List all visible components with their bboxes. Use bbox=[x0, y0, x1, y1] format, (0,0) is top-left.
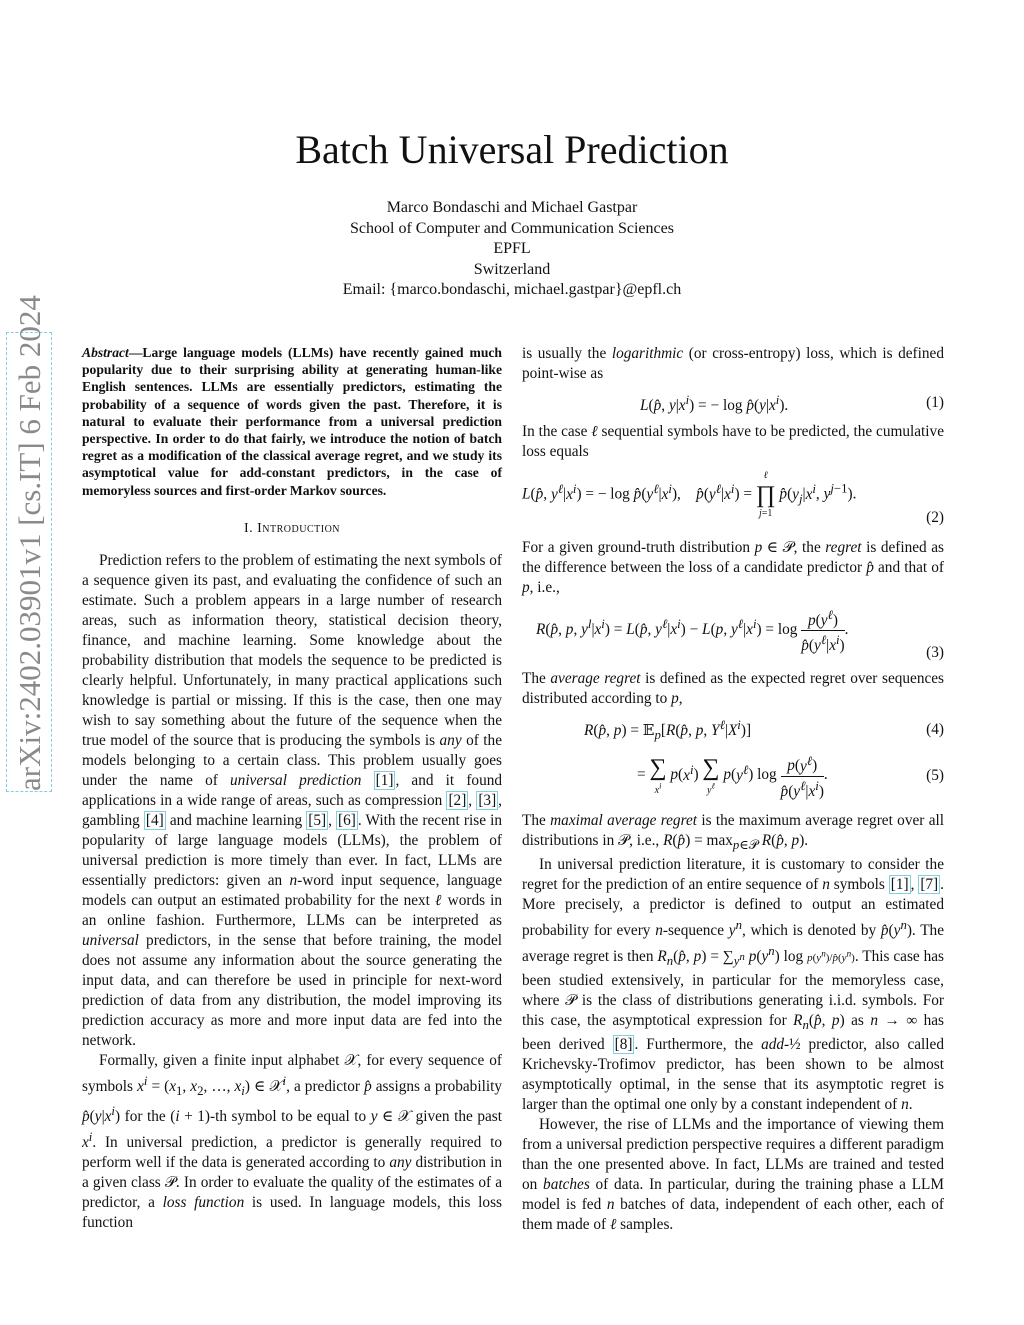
citation-link[interactable]: [3] bbox=[478, 791, 497, 809]
body-paragraph: The average regret is defined as the expected regret over sequences distributed according to p, bbox=[522, 670, 945, 708]
paper-title: Batch Universal Prediction bbox=[295, 127, 729, 172]
citation-link[interactable]: [6] bbox=[338, 811, 356, 829]
citation-link[interactable]: [5] bbox=[308, 811, 327, 829]
body-paragraph: In the case ℓ sequential symbols have to be predicted, the cumulative loss equals bbox=[522, 423, 944, 461]
author-block bbox=[0, 198, 1024, 301]
citation-link[interactable]: [8] bbox=[614, 1035, 633, 1053]
intro-paragraph-2: Formally, given a finite input alphabet 𝒳, for every sequence of symbols $x^i = (x_1$, $x_2$, …, $x_i$) ∈ 𝒳$^i$, a predictor p̂ assigns a probability $p̂(y|x^i)$ for the (i + 1)-th symbol to be equal to y ∈ 𝒳 given the past $x^i$. In universal prediction, a predictor is generally required to perform well if the data is generated according to any distribution in a given class 𝒫. In order to evaluate the quality of the estimates of a predictor, a loss function is used. In language models, this loss function bbox=[82, 1051, 502, 1232]
body-paragraph: The maximal average regret is the maximum average regret over all distributions in 𝒫, i.e., R(p̂) = $\max_{p\in 𝒫}$ R(p̂, p). bbox=[522, 811, 944, 852]
citation-link[interactable]: [1] bbox=[375, 771, 394, 789]
right-column bbox=[522, 344, 944, 1235]
email: Email: {marco.bondaschi, michael.gastpar}@epfl.ch bbox=[342, 281, 682, 298]
equation-1: L(p̂, $y|x^i$) = − $\log p̂(y|x^i)$. (1) bbox=[640, 393, 944, 415]
citation-link[interactable]: [1] bbox=[890, 875, 909, 893]
body-paragraph: However, the rise of LLMs and the importance of viewing them from a universal prediction perspective requires a different paradigm than the one presented above. In fact, LLMs are trained and tested on batches of data. In particular, during the training phase a LLM model is fed n batches of data, independent of each other, each of them made of ℓ samples. bbox=[522, 1115, 944, 1233]
equation-3: R(p̂, p, $y^l|x^i$) = L(p̂, $y^\ell|x^i) - L(p$, $y^\ell|x^i) = \log$ $\frac{p(y^\ell)}{p̂(y^\ell|x^i)}$ . (3) bbox=[536, 608, 944, 662]
equation-5: = ∑ $x^i$ $p(x^i)$ ∑ $y^\ell$ $p(y^\ell)$ log $\frac{p(y^\ell)}{p̂(y^\ell|x^i)}$ . (5) bbox=[637, 753, 944, 800]
equation-number: (3) bbox=[926, 644, 944, 662]
section-title: Introduction bbox=[257, 520, 341, 536]
body-paragraph: For a given ground-truth distribution p ∈ 𝒫, the regret is defined as the difference between the loss of a candidate predictor p̂ and that of p, i.e., bbox=[522, 539, 944, 597]
intro-paragraph-1: Prediction refers to the problem of estimating the next symbols of a sequence given its past, and evaluating the confidence of such an estimate. Such a problem appears in a large number of research areas, such as information theory, statistical decision theory, finance, and machine learning. Some knowledge about the probability distribution that models the sequence to be predicted is clearly helpful. Unfortunately, in many practical applications such knowledge is partial or missing. If this is the case, then one may wish to say something about the future of the sequence when the true model of the source that is producing the symbols is any of the models belonging to a certain class. This problem usually goes under the name of universal prediction [1] , and it found applications in a wide range of areas, such as compression [2] , [3] , gambling [4] and machine learning [5] , [6] . With the recent rise in popularity of large language models (LLMs), the problem of universal prediction is more timely than ever. In fact, LLMs are essentially predictors: given an n-word input sequence, language models can output an estimated probability for the next ℓ words in an online fashion. Furthermore, LLMs can be interpreted as universal predictors, in the sense that before training, the model does not assume any information about the source generating the input data, and can therefore be used in principle for next-word prediction of data from any distribution, the model improving its prediction accuracy as more and more input data are fed into the network. bbox=[82, 551, 503, 1049]
abstract-label: Abstract bbox=[82, 345, 129, 360]
abstract-text: —Large language models (LLMs) have recently gained much popularity due to their surprising ability at generating human-like English sentences. LLMs are essentially predictors, estimating the probability of a sequence of words given the past. Therefore, it is natural to evaluate their performance from a universal prediction perspective. In order to do that fairly, we introduce the notion of batch regret as a modification of the classical average regret, and we study its asymptotical value for add-constant predictors, in the case of memoryless sources and first-order Markov sources. bbox=[82, 345, 502, 498]
citation-link[interactable]: [7] bbox=[920, 875, 939, 893]
equation-number: (5) bbox=[926, 767, 944, 785]
equation-number: (1) bbox=[926, 394, 944, 412]
equation-number: (2) bbox=[926, 509, 944, 527]
institution: EPFL bbox=[493, 240, 531, 257]
arxiv-stamp[interactable]: arXiv:2402.03901v1 [cs.IT] 6 Feb 2024 bbox=[6, 332, 52, 792]
left-column bbox=[82, 344, 502, 1233]
citation-link[interactable]: [2] bbox=[448, 791, 467, 809]
section-number: I. bbox=[243, 520, 258, 536]
equation-number: (4) bbox=[926, 721, 944, 739]
affiliation: School of Computer and Communication Sciences bbox=[350, 219, 674, 237]
citation-link[interactable]: [4] bbox=[145, 811, 164, 829]
section-heading bbox=[82, 519, 502, 539]
abstract bbox=[82, 344, 502, 499]
body-paragraph: is usually the logarithmic (or cross-entropy) loss, which is defined point-wise as bbox=[522, 345, 944, 382]
equation-4: R(p̂, p) = 𝔼$_p$[R(p̂, p, $Y^\ell|X^i$)] (4) bbox=[584, 718, 944, 743]
body-paragraph: In universal prediction literature, it is customary to consider the regret for the prediction of an entire sequence of n symbols [1] , [7] . More precisely, a predictor is defined to output an estimated probability for every n-sequence $y^n$, which is denoted by $p̂(y^n)$. The average regret is then $R_n(p̂$, $p) = \sum_{y^n}$ $p(y^n)$ $\log p(y^n)/p̂(y^n)$. This case has been studied extensively, in particular for the memoryless case, where 𝒫 is the class of distributions generating i.i.d. symbols. For this case, the asymptotical expression for $R_n(p̂$, p) as n → ∞ has been derived [8] . Furthermore, the add-½ predictor, also called Krichevsky-Trofimov predictor, has been shown to be almost asymptotically optimal, in the sense that its asymptotic regret is larger than the optimal one only by a constant independent of n. bbox=[522, 855, 945, 1113]
author-names: Marco Bondaschi and Michael Gastpar bbox=[386, 199, 638, 216]
equation-2: L(p̂, $y^\ell|x^i$) = − $\log p̂(y^\ell|x^i)$, $p̂(y^\ell|x^i)$ = ℓ ∏ j=1 $p̂(y_j|x^i$, $y^{j-1}$). (2) bbox=[522, 470, 944, 527]
country: Switzerland bbox=[473, 260, 551, 278]
